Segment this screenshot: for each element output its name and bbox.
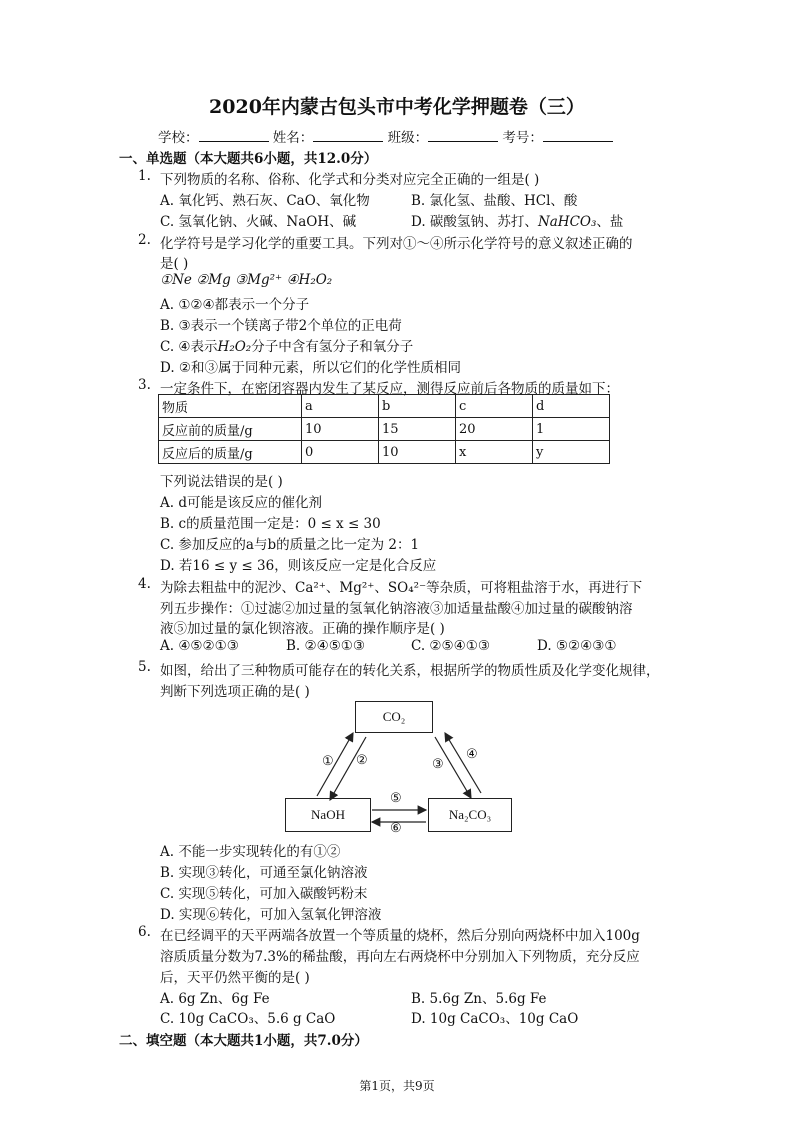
arrow-2 bbox=[330, 737, 366, 800]
question-number: 1. bbox=[138, 168, 151, 184]
mass-data-table bbox=[158, 394, 610, 464]
question-stem: 在已经调平的天平两端各放置一个等质量的烧杯，然后分别向两烧杯中加入100g bbox=[160, 928, 640, 944]
class-blank bbox=[428, 127, 498, 142]
option-b: B. ③表示一个镁离子带2个单位的正电荷 bbox=[160, 318, 402, 334]
table-row bbox=[159, 441, 610, 464]
section-heading-single-choice: 一、单选题（本大题共6小题，共12.0分） bbox=[119, 151, 378, 167]
table-cell: d bbox=[533, 395, 610, 418]
question-number: 5. bbox=[138, 659, 151, 675]
table-cell: 0 bbox=[302, 441, 379, 464]
page-footer: 第1页，共9页 bbox=[359, 1079, 435, 1093]
arrow-label-2: ② bbox=[356, 753, 368, 768]
option-b: B. 氯化氢、盐酸、HCl、酸 bbox=[411, 193, 578, 209]
option-a: A. d可能是该反应的催化剂 bbox=[160, 495, 322, 511]
arrow-label-3: ③ bbox=[432, 757, 444, 772]
option-d: D. ⑤②④③① bbox=[537, 638, 617, 654]
question-number: 2. bbox=[138, 232, 151, 248]
name-blank bbox=[313, 127, 383, 142]
arrow-label-4: ④ bbox=[466, 747, 478, 762]
option-c: C. 10g CaCO₃、5.6 g CaO bbox=[160, 1011, 336, 1027]
table-cell: 15 bbox=[379, 418, 456, 441]
question-stem-cont: 液⑤加过量的氯化钡溶液。正确的操作顺序是( ) bbox=[160, 621, 445, 637]
option-c: C. 参加反应的a与b的质量之比一定为 2：1 bbox=[160, 537, 420, 553]
question-stem-cont: 溶质质量分数为7.3%的稀盐酸，再向左右两烧杯中分别加入下列物质，充分反应 bbox=[160, 949, 640, 965]
option-a: A. ①②④都表示一个分子 bbox=[160, 297, 310, 313]
table-cell: c bbox=[456, 395, 533, 418]
name-label: 姓名： bbox=[272, 130, 314, 146]
question-stem: 化学符号是学习化学的重要工具。下列对①～④所示化学符号的意义叙述正确的 bbox=[160, 236, 633, 252]
question-stem: 如图，给出了三种物质可能存在的转化关系，根据所学的物质性质及化学变化规律， bbox=[160, 663, 660, 679]
question-stem-cont: 后，天平仍然平衡的是( ) bbox=[160, 970, 310, 986]
option-c: C. ②⑤④①③ bbox=[411, 638, 490, 654]
table-cell: a bbox=[302, 395, 379, 418]
exam-no-blank bbox=[543, 127, 613, 142]
table-cell: b bbox=[379, 395, 456, 418]
option-a: A. 6g Zn、6g Fe bbox=[160, 991, 270, 1007]
question-stem-cont: 判断下列选项正确的是( ) bbox=[160, 684, 310, 700]
question-stem: 下列物质的名称、俗称、化学式和分类对应完全正确的一组是( ) bbox=[160, 172, 540, 188]
option-d: D. 10g CaCO₃、10g CaO bbox=[411, 1011, 579, 1027]
arrow-label-6: ⑥ bbox=[390, 821, 402, 836]
table-cell: 10 bbox=[379, 441, 456, 464]
question-number: 3. bbox=[138, 377, 151, 393]
option-c: C. 氢氧化钠、火碱、NaOH、碱 bbox=[160, 214, 357, 230]
table-cell: x bbox=[456, 441, 533, 464]
option-b: B. c的质量范围一定是：0 ≤ x ≤ 30 bbox=[160, 516, 381, 532]
naoh-box: NaOH bbox=[285, 798, 371, 832]
question-stem: 一定条件下，在密闭容器内发生了某反应，测得反应前后各物质的质量如下： bbox=[160, 381, 619, 397]
question-number: 4. bbox=[138, 576, 151, 592]
option-b: B. 5.6g Zn、5.6g Fe bbox=[411, 991, 547, 1007]
option-d: D. 实现⑥转化，可加入氢氧化钾溶液 bbox=[160, 907, 382, 923]
na2co3-box: Na₂CO₃ bbox=[428, 798, 512, 832]
table-cell: 反应前的质量/g bbox=[159, 418, 302, 441]
table-cell: y bbox=[533, 441, 610, 464]
co2-box: CO₂ bbox=[355, 701, 433, 733]
chemical-symbols: ①Ne ②Mg ③Mg²⁺ ④H₂O₂ bbox=[160, 272, 333, 288]
table-cell: 物质 bbox=[159, 395, 302, 418]
exam-no-label: 考号： bbox=[502, 130, 543, 146]
option-d: D. 碳酸氢钠、苏打、NaHCO₃、盐 bbox=[411, 214, 624, 230]
question-stem-cont: 列五步操作：①过滤②加过量的氢氧化钠溶液③加适量盐酸④加过量的碳酸钠溶 bbox=[160, 601, 633, 617]
page-title: 2020年内蒙古包头市中考化学押题卷（三） bbox=[209, 96, 585, 118]
question-stem: 为除去粗盐中的泥沙、Ca²⁺、Mg²⁺、SO₄²⁻等杂质，可将粗盐溶于水，再进行下 bbox=[160, 580, 643, 596]
conversion-arrows bbox=[280, 700, 520, 840]
table-cell: 反应后的质量/g bbox=[159, 441, 302, 464]
question-prompt: 下列说法错误的是( ) bbox=[160, 474, 283, 490]
option-a: A. ④⑤②①③ bbox=[160, 638, 239, 654]
option-b: B. 实现③转化，可通至氯化钠溶液 bbox=[160, 865, 368, 881]
option-d: D. 若16 ≤ y ≤ 36，则该反应一定是化合反应 bbox=[160, 558, 437, 574]
table-row bbox=[159, 395, 610, 418]
option-a: A. 氧化钙、熟石灰、CaO、氧化物 bbox=[160, 193, 370, 209]
option-d: D. ②和③属于同种元素，所以它们的化学性质相同 bbox=[160, 360, 462, 376]
option-a: A. 不能一步实现转化的有①② bbox=[160, 844, 341, 860]
table-cell: 1 bbox=[533, 418, 610, 441]
table-cell: 20 bbox=[456, 418, 533, 441]
option-b: B. ②④⑤①③ bbox=[286, 638, 366, 654]
question-stem-cont: 是( ) bbox=[160, 256, 189, 272]
arrow-label-1: ① bbox=[322, 754, 334, 769]
school-label: 学校： bbox=[158, 130, 199, 146]
arrow-label-5: ⑤ bbox=[390, 791, 402, 806]
question-number: 6. bbox=[138, 924, 151, 940]
table-cell: 10 bbox=[302, 418, 379, 441]
school-blank bbox=[199, 127, 269, 142]
class-label: 班级： bbox=[387, 130, 429, 146]
option-c: C. ④表示H₂O₂分子中含有氢分子和氧分子 bbox=[160, 339, 414, 355]
section-heading-fill-blank: 二、填空题（本大题共1小题，共7.0分） bbox=[119, 1033, 368, 1049]
option-c: C. 实现⑤转化，可加入碳酸钙粉末 bbox=[160, 886, 368, 902]
table-row bbox=[159, 418, 610, 441]
student-info-row bbox=[158, 126, 613, 146]
